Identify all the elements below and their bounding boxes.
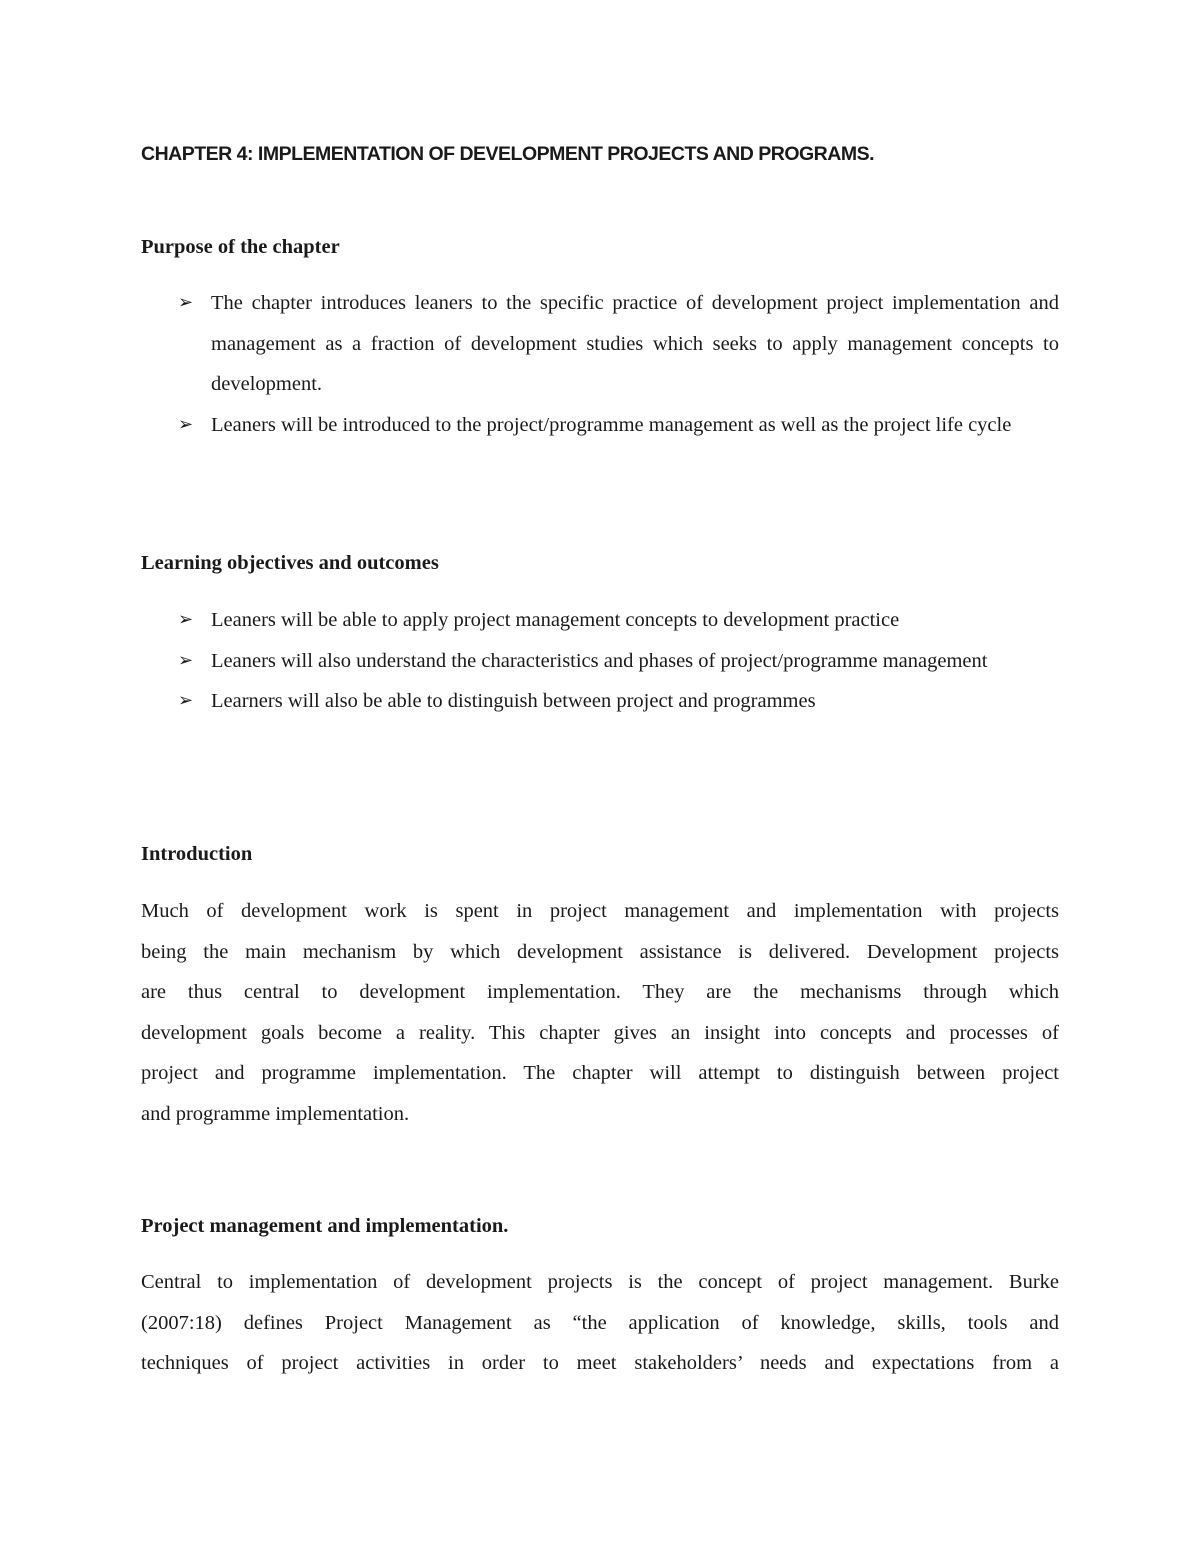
arrow-bullet-icon: ➢ <box>178 413 194 435</box>
paragraph-line: are thus central to development implementation. They are the mechanisms through which <box>141 981 1059 1004</box>
list-item <box>141 681 1059 722</box>
paragraph-line: Central to implementation of development projects is the concept of project management. Burke <box>141 1271 1059 1293</box>
list-item <box>141 641 1059 682</box>
project-management-paragraph <box>141 1262 1059 1384</box>
paragraph-line: techniques of project activities in order to meet stakeholders’ needs and expectations from a <box>141 1352 1059 1375</box>
introduction-paragraph <box>141 891 1059 1135</box>
purpose-heading: Purpose of the chapter <box>141 236 340 258</box>
arrow-bullet-icon: ➢ <box>178 690 194 711</box>
paragraph-line: being the main mechanism by which development assistance is delivered. Development projects <box>141 940 1059 963</box>
introduction-heading: Introduction <box>141 843 253 865</box>
paragraph-line: (2007:18) defines Project Management as “the application of knowledge, skills, tools and <box>141 1311 1059 1334</box>
list-item <box>141 405 1059 446</box>
list-item-text: Learners will also be able to distinguish between project and programmes <box>211 690 816 712</box>
project-management-heading: Project management and implementation. <box>141 1215 509 1237</box>
paragraph-line: Much of development work is spent in project management and implementation with projects <box>141 900 1059 922</box>
arrow-bullet-icon: ➢ <box>178 649 194 671</box>
objectives-heading: Learning objectives and outcomes <box>141 552 439 574</box>
list-item-text: Leaners will also understand the characteristics and phases of project/programme management <box>211 649 988 672</box>
list-item <box>141 283 1059 405</box>
list-item <box>141 600 1059 641</box>
arrow-bullet-icon: ➢ <box>178 609 194 630</box>
paragraph-line: project and programme implementation. The chapter will attempt to distinguish between project <box>141 1062 1059 1085</box>
paragraph-line: development goals become a reality. This chapter gives an insight into concepts and processes of <box>141 1021 1059 1044</box>
purpose-bullet-list <box>141 283 1059 445</box>
paragraph-line: and programme implementation. <box>141 1102 410 1125</box>
objectives-bullet-list <box>141 600 1059 722</box>
list-item-text: Leaners will be introduced to the project/programme management as well as the project life cycle <box>211 413 1012 436</box>
list-item-text: Leaners will be able to apply project management concepts to development practice <box>211 609 900 631</box>
list-item-text: The chapter introduces leaners to the specific practice of development project implementation and management as a fraction of development studies which seeks to apply management concepts to development. <box>211 292 1059 395</box>
arrow-bullet-icon: ➢ <box>178 292 194 313</box>
chapter-title: CHAPTER 4: IMPLEMENTATION OF DEVELOPMENT PROJECTS AND PROGRAMS. <box>141 143 875 165</box>
